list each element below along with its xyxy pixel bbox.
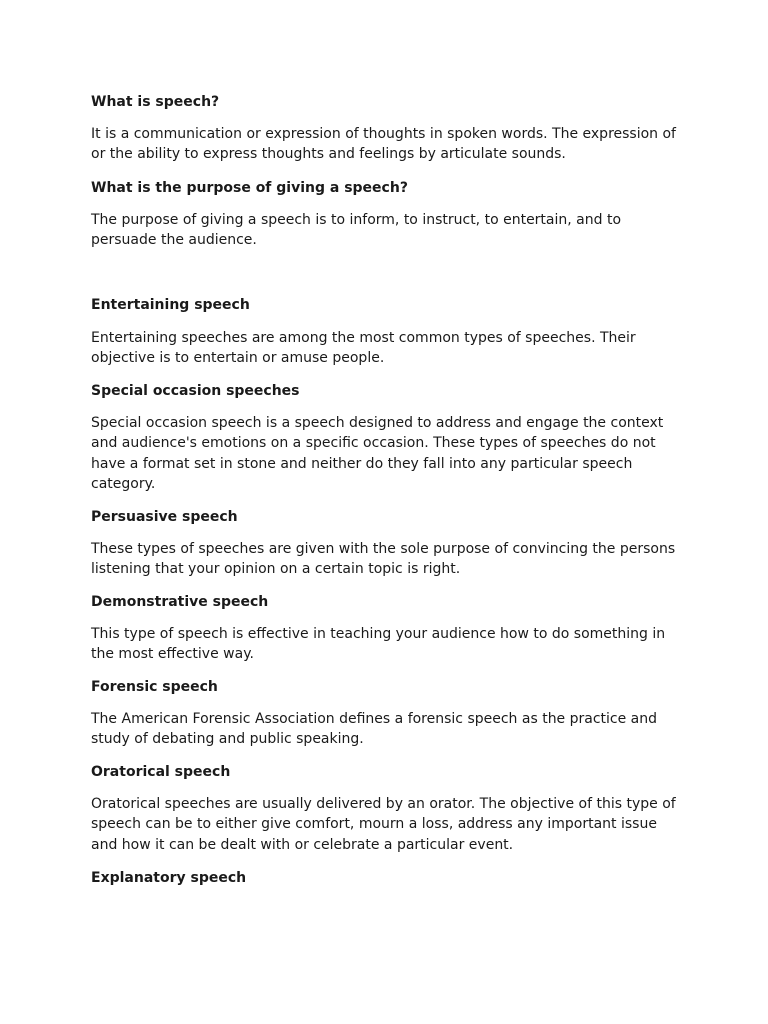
- body-line: category.: [91, 475, 156, 492]
- section-heading-special-occasion: Special occasion speeches: [91, 383, 300, 399]
- section-body-forensic: [91, 709, 691, 750]
- section-body-oratorical: [91, 794, 691, 855]
- section-heading-persuasive: Persuasive speech: [91, 509, 238, 525]
- section-heading-demonstrative: Demonstrative speech: [91, 594, 269, 610]
- body-line: This type of speech is effective in teaching your audience how to do something in: [91, 626, 666, 642]
- section-heading-entertaining: Entertaining speech: [91, 297, 250, 313]
- section-heading-what-is-speech: What is speech?: [91, 94, 220, 110]
- body-line: listening that your opinion on a certain topic is right.: [91, 561, 461, 578]
- body-line: persuade the audience.: [91, 232, 257, 249]
- body-line: The purpose of giving a speech is to inform, to instruct, to entertain, and to: [91, 212, 622, 228]
- section-body-persuasive: [91, 539, 691, 580]
- body-line: speech can be to either give comfort, mourn a loss, address any important issue: [91, 816, 657, 833]
- section-heading-oratorical: Oratorical speech: [91, 764, 231, 780]
- section-heading-purpose: What is the purpose of giving a speech?: [91, 180, 408, 196]
- body-line: Oratorical speeches are usually delivered by an orator. The objective of this type of: [91, 796, 676, 812]
- body-line: Entertaining speeches are among the most common types of speeches. Their: [91, 330, 636, 346]
- section-body-purpose: [91, 210, 691, 251]
- body-line: the most effective way.: [91, 646, 254, 663]
- section-body-entertaining: [91, 328, 691, 369]
- body-line: or the ability to express thoughts and feelings by articulate sounds.: [91, 146, 566, 163]
- body-line: study of debating and public speaking.: [91, 731, 364, 748]
- section-heading-explanatory: Explanatory speech: [91, 870, 247, 886]
- body-line: have a format set in stone and neither do they fall into any particular speech: [91, 455, 633, 472]
- body-line: and how it can be dealt with or celebrate a particular event.: [91, 836, 514, 853]
- section-body-special-occasion: [91, 413, 691, 494]
- section-body-demonstrative: [91, 624, 691, 665]
- body-line: objective is to entertain or amuse people.: [91, 350, 385, 367]
- body-line: Special occasion speech is a speech designed to address and engage the context: [91, 415, 664, 431]
- body-line: These types of speeches are given with the sole purpose of convincing the persons: [91, 541, 676, 557]
- section-body-what-is-speech: [91, 124, 691, 165]
- body-line: and audience's emotions on a specific occasion. These types of speeches do not: [91, 435, 656, 452]
- section-heading-forensic: Forensic speech: [91, 679, 218, 695]
- body-line: The American Forensic Association defines a forensic speech as the practice and: [91, 711, 658, 727]
- body-line: It is a communication or expression of thoughts in spoken words. The expression of: [91, 126, 676, 142]
